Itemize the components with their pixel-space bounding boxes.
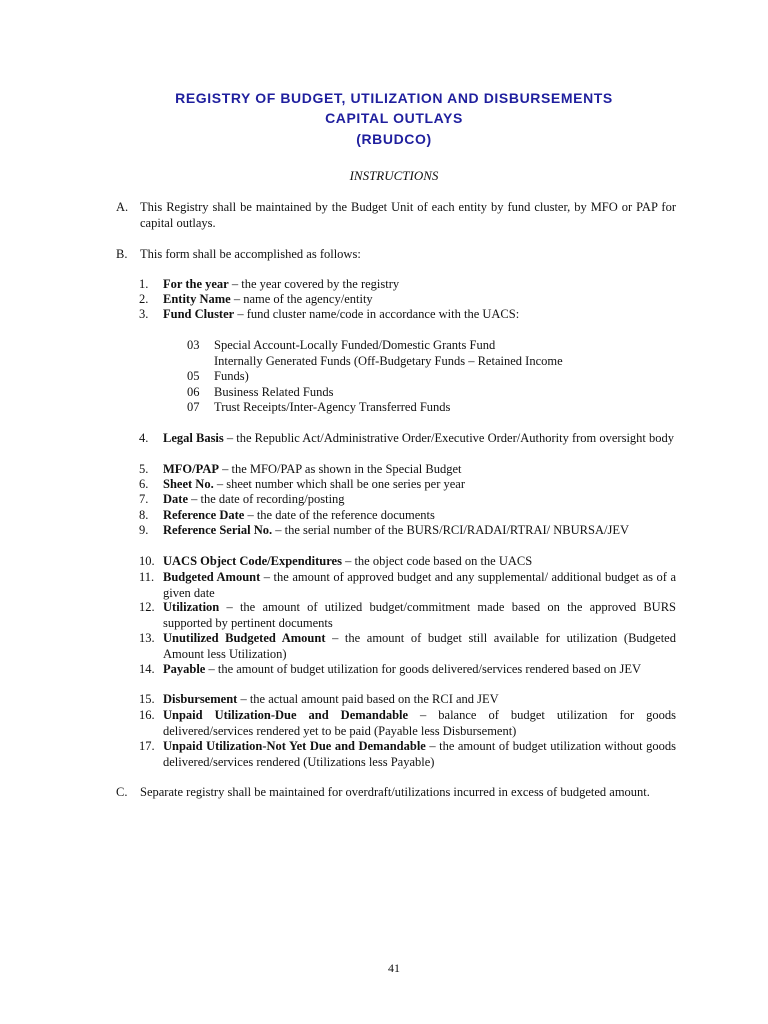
fund-cluster-code: 03	[187, 338, 200, 352]
list-item	[163, 600, 676, 631]
item-term: Payable	[163, 662, 206, 676]
list-item	[163, 462, 676, 478]
item-term: Unpaid Utilization-Not Yet Due and Demandable	[163, 739, 426, 753]
page-number: 41	[388, 961, 400, 975]
item-term: Entity Name	[163, 292, 231, 306]
item-number: 17.	[139, 739, 155, 753]
item-number: 10.	[139, 554, 155, 568]
list-item	[163, 570, 676, 601]
item-number: 9.	[139, 523, 149, 537]
list-item	[163, 631, 676, 662]
document-title-line-1: REGISTRY OF BUDGET, UTILIZATION AND DISBURSEMENTS	[175, 90, 613, 106]
item-description: – the amount of budget utilization for goods delivered/services rendered based on JEV	[205, 662, 641, 676]
list-item	[163, 492, 676, 508]
list-item	[163, 739, 676, 770]
section-b-letter: B.	[116, 247, 128, 261]
fund-cluster-name: Funds)	[214, 369, 249, 383]
item-term: Sheet No.	[163, 477, 214, 491]
item-number: 12.	[139, 600, 155, 614]
fund-cluster-code: 07	[187, 400, 200, 414]
list-item	[163, 708, 676, 739]
item-number: 3.	[139, 307, 149, 321]
item-description: – the amount of utilized budget/commitment made based on the approved BURS supported by pertinent documents	[163, 600, 676, 630]
item-term: Reference Serial No.	[163, 523, 273, 537]
item-term: Fund Cluster	[163, 307, 235, 321]
section-c-letter: C.	[116, 785, 128, 799]
item-number: 1.	[139, 277, 149, 291]
list-item	[163, 277, 676, 293]
item-description: – the date of the reference documents	[244, 508, 435, 522]
list-item	[163, 431, 676, 447]
item-term: Utilization	[163, 600, 220, 614]
item-term: Legal Basis	[163, 431, 224, 445]
list-item	[163, 662, 676, 678]
item-description: – the amount of budget utilization without goods delivered/services rendered (Utilizations less Payable)	[163, 739, 676, 769]
item-term: Budgeted Amount	[163, 570, 261, 584]
item-term: Disbursement	[163, 692, 238, 706]
list-item	[163, 692, 676, 708]
list-item	[163, 508, 676, 524]
fund-cluster-code: 05	[187, 369, 200, 383]
item-number: 11.	[139, 570, 155, 584]
item-number: 2.	[139, 292, 149, 306]
fund-cluster-name: Special Account-Locally Funded/Domestic Grants Fund	[214, 338, 496, 352]
item-description: – the amount of approved budget and any supplemental/ additional budget as of a given date	[163, 570, 676, 600]
fund-cluster-code: 06	[187, 385, 200, 399]
item-number: 7.	[139, 492, 149, 506]
document-title-line-2: CAPITAL OUTLAYS	[325, 110, 463, 126]
list-item	[163, 292, 676, 308]
list-item	[163, 307, 676, 323]
item-description: – the year covered by the registry	[228, 277, 400, 291]
item-description: – name of the agency/entity	[230, 292, 373, 306]
item-number: 13.	[139, 631, 155, 645]
item-number: 14.	[139, 662, 155, 676]
section-c-text: Separate registry shall be maintained for overdraft/utilizations incurred in excess of budgeted amount.	[140, 785, 650, 799]
item-description: – the object code based on the UACS	[341, 554, 533, 568]
section-a-text: This Registry shall be maintained by the Budget Unit of each entity by fund cluster, by MFO or PAP for capital outlays.	[140, 200, 676, 230]
item-description: – the MFO/PAP as shown in the Special Budget	[219, 462, 462, 476]
fund-cluster-name: Trust Receipts/Inter-Agency Transferred Funds	[214, 400, 451, 414]
fund-cluster-name: Business Related Funds	[214, 385, 334, 399]
fund-cluster-name: Internally Generated Funds (Off-Budgetary Funds – Retained Income	[214, 354, 563, 368]
section-a-letter: A.	[116, 200, 129, 214]
item-description: – the serial number of the BURS/RCI/RADAI/RTRAI/ NBURSA/JEV	[272, 523, 629, 537]
item-description: – the amount of budget still available for utilization (Budgeted Amount less Utilization)	[163, 631, 676, 661]
item-term: Date	[163, 492, 188, 506]
item-number: 15.	[139, 692, 155, 706]
item-description: – sheet number which shall be one series per year	[213, 477, 466, 491]
item-term: Reference Date	[163, 508, 245, 522]
list-item	[163, 477, 676, 493]
list-item	[163, 523, 676, 539]
item-number: 16.	[139, 708, 155, 722]
item-number: 5.	[139, 462, 149, 476]
item-description: – balance of budget utilization for goods delivered/services rendered yet to be paid (Payable less Disbursement)	[163, 708, 676, 738]
instructions-heading: INSTRUCTIONS	[349, 168, 439, 183]
item-term: UACS Object Code/Expenditures	[163, 554, 342, 568]
list-item	[163, 554, 676, 570]
item-term: Unpaid Utilization-Due and Demandable	[163, 708, 409, 722]
document-title-line-3: (RBUDCO)	[356, 131, 432, 147]
item-term: Unutilized Budgeted Amount	[163, 631, 326, 645]
item-term: MFO/PAP	[163, 462, 219, 476]
item-number: 6.	[139, 477, 149, 491]
item-description: – the Republic Act/Administrative Order/Executive Order/Authority from oversight body	[223, 431, 675, 445]
item-number: 8.	[139, 508, 149, 522]
item-description: – the actual amount paid based on the RCI and JEV	[237, 692, 499, 706]
item-description: – the date of recording/posting	[188, 492, 345, 506]
item-description: – fund cluster name/code in accordance with the UACS:	[234, 307, 520, 321]
item-term: For the year	[163, 277, 229, 291]
item-number: 4.	[139, 431, 149, 445]
section-b-text: This form shall be accomplished as follows:	[140, 247, 361, 261]
